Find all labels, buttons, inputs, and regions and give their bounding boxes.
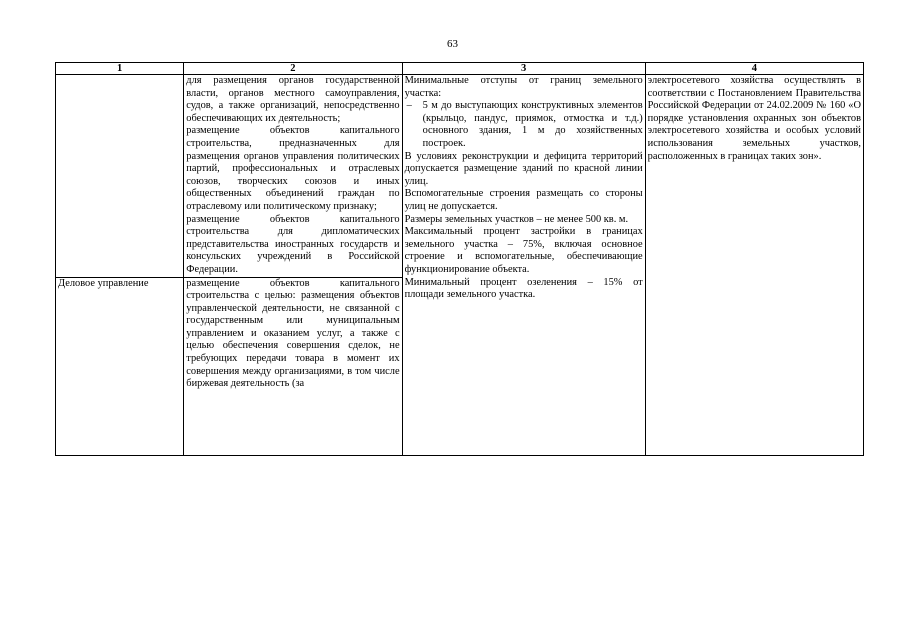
row1-col2-cell xyxy=(184,75,402,278)
setbacks-intro: Минимальные отступы от границ земельного участка: xyxy=(404,75,643,99)
row1-col3-cell xyxy=(402,75,645,456)
permitted-use-paragraph: размещение объектов капитального строительства для дипломатических представительства иностранных государств и консульских учреждений в Российской Федерации. xyxy=(186,213,400,275)
column-header-2: 2 xyxy=(184,63,402,75)
column-header-1: 1 xyxy=(56,63,184,75)
page-number: 63 xyxy=(447,38,458,50)
table-header-row xyxy=(56,63,864,75)
table-row xyxy=(56,75,864,278)
setbacks-list xyxy=(405,100,643,150)
permitted-use-paragraph: для размещения органов государственной власти, органов местного самоуправления, судов, а также организаций, непосредственно обеспечивающих их деятельность; xyxy=(186,75,400,124)
parameter-paragraph: Размеры земельных участков – не менее 500 кв. м. xyxy=(404,213,629,225)
row2-col2-cell xyxy=(184,277,402,455)
parameter-paragraph: Минимальный процент озеленения – 15% от площади земельного участка. xyxy=(404,276,643,301)
restrictions-paragraph: электросетевого хозяйства осуществлять в соответствии с Постановлением Правительства Российской Федерации от 24.02.2009 № 160 «О порядке установления охранных зон объектов электросетевого хозяйства и особых условий использования земельных участков, расположенных в границах таких зон». xyxy=(647,75,861,162)
permitted-use-paragraph: размещение объектов капитального строительства, предназначенных для размещения органов управления политических партий, профессиональных и отраслевых союзов, творческих союзов и иных общественных объединений граждан по отраслевому или политическому признаку; xyxy=(186,125,400,212)
setbacks-list-item: – 5 м до выступающих конструктивных элементов (крыльцо, пандус, приямок, отмостка и т.д.) основного здания, 1 м до хозяйственных построек. xyxy=(405,100,643,150)
parameter-paragraph: Максимальный процент застройки в границах земельного участка – 75%, включая основное строение и вспомогательные, обеспечивающие функционирование объекта. xyxy=(404,226,643,275)
column-header-4: 4 xyxy=(645,63,863,75)
permitted-use-paragraph: размещение объектов капитального строительства с целью: размещения объектов управленческой деятельности, не связанной с государственным или муниципальным управлением и оказанием услуг, а также с целью обеспечения совершения сделок, не требующих передачи товара в момент их совершения между организациями, в том числе биржевая деятельность (за xyxy=(186,277,400,390)
parameter-paragraph: В условиях реконструкции и дефицита территорий допускается размещение зданий по красной линии улиц. xyxy=(404,150,643,187)
row1-col1-cell xyxy=(56,75,184,278)
column-header-3: 3 xyxy=(402,63,645,75)
row2-col1-cell: Деловое управление xyxy=(56,277,184,455)
regulations-table xyxy=(55,62,864,456)
parameter-paragraph: Вспомогательные строения размещать со стороны улиц не допускается. xyxy=(404,188,643,212)
row1-col4-cell xyxy=(645,75,863,456)
